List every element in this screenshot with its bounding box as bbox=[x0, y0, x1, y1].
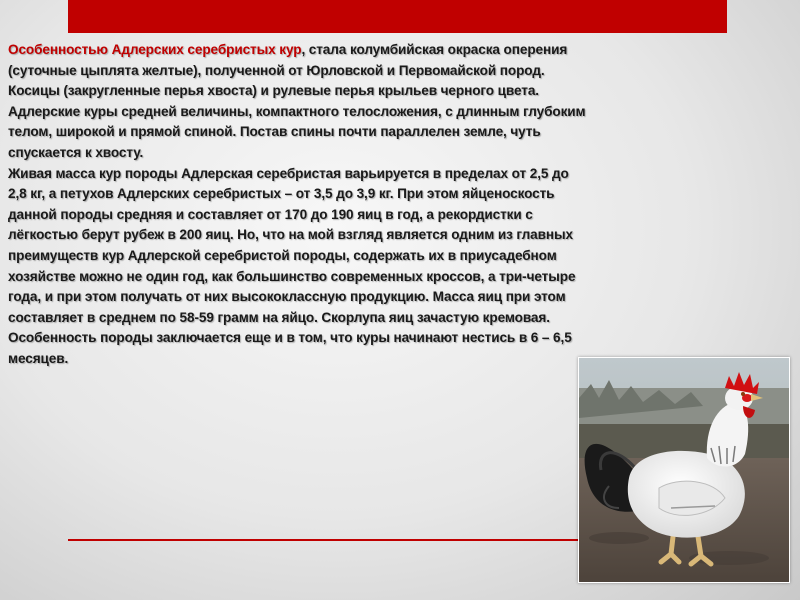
intro-highlight: Особенностью Адлерских серебристых кур bbox=[8, 42, 302, 57]
body-text bbox=[8, 40, 590, 370]
intro-text: , стала колумбийская окраска оперения (суточные цыплята желтые), полученной от Юрловской и Первомайской пород. Косицы (закругленные перья хвоста) и рулевые перья крыльев черного цвета. Адлерские куры средней величины, компактного телосложения, с длинным глубоким телом, широкой и прямой спиной. Постав спины почти параллелен земле, чуть спускается к хвосту. bbox=[8, 42, 586, 160]
rooster-image bbox=[579, 358, 789, 582]
paragraph-2: Живая масса кур породы Адлерская серебристая варьируется в пределах от 2,5 до 2,8 кг, а петухов Адлерских серебристых – от 3,5 до 3,9 кг. При этом яйценоскость данной породы средняя и составляет от 170 до 190 яиц в год, а рекордистки с лёгкостью берут рубеж в 200 яиц. Но, что на мой взгляд является одним из главных преимуществ кур Адлерской серебристой породы, содержать их в приусадебном хозяйстве можно не один год, как большинство современных кроссов, а три-четыре года, и при этом получать от них высококлассную продукцию. Масса яиц при этом составляет в среднем по 58-59 грамм на яйцо. Скорлупа яиц зачастую кремовая. Особенность породы заключается еще и в том, что куры начинают нестись в 6 – 6,5 месяцев. bbox=[8, 165, 576, 366]
title-bar bbox=[68, 0, 727, 33]
rooster-photo bbox=[578, 357, 790, 583]
